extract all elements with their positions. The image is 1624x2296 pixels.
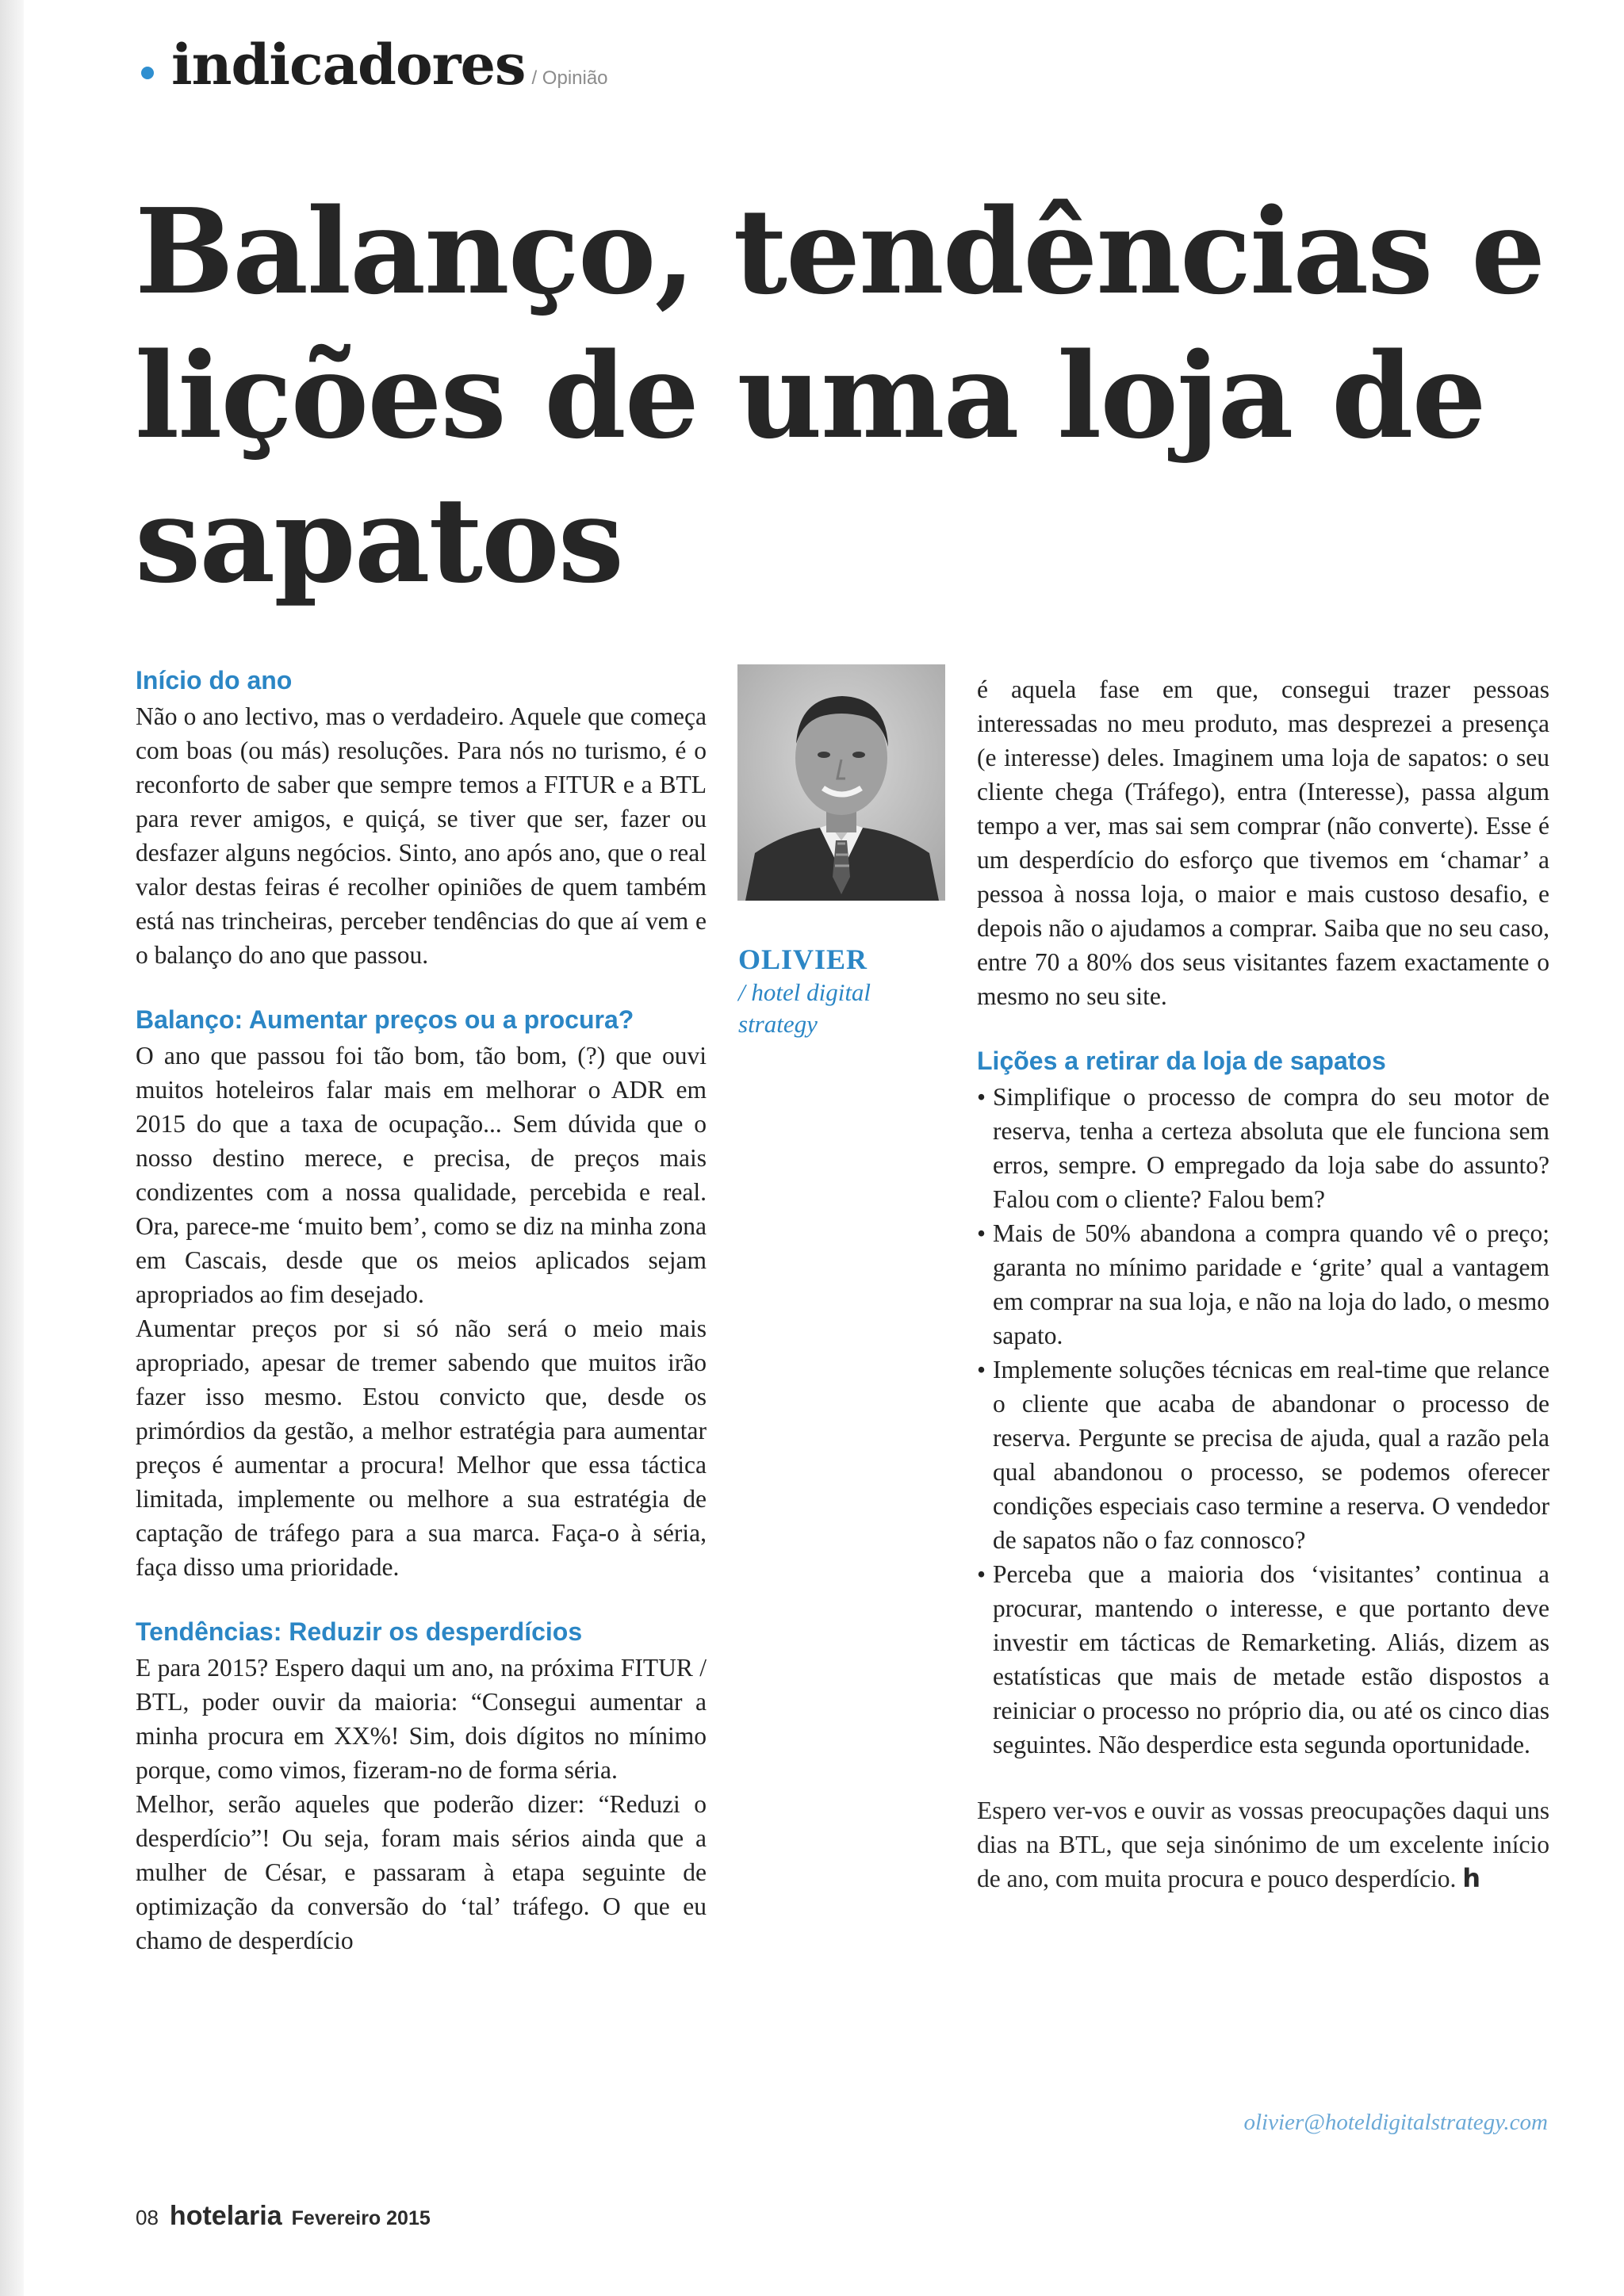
paragraph-tendencias-2: Melhor, serão aqueles que poderão dizer: “Reduzi o desperdício”! Ou seja, foram mais sérios ainda que a mulher de César, e passaram à etapa seguinte de optimização da conversão do ‘tal’ tráfego. O que eu chamo de desperdício xyxy=(136,1790,707,1954)
end-mark: h xyxy=(1462,1863,1481,1893)
author-name: OLIVIER xyxy=(738,943,868,975)
author-byline xyxy=(738,942,944,1040)
article-column-left xyxy=(136,664,707,1957)
list-item: • Perceba que a maioria dos ‘visitantes’ continua a procurar, mantendo o interesse, e que portanto deve investir em tácticas de Remarketing. Aliás, dizem as estatísticas que mais de metade estão dispostos a reiniciar o processo no próprio dia, ou até os cinco dias seguintes. Não desperdice esta segunda oportunidade. xyxy=(977,1557,1549,1762)
list-item: • Simplifique o processo de compra do seu motor de reserva, tenha a certeza absoluta que ele funciona sem erros, sempre. O empregado da loja sabe do assunto? Falou com o cliente? Falou bem? xyxy=(977,1080,1549,1216)
magazine-name: hotelaria xyxy=(169,2201,282,2231)
magazine-page xyxy=(24,0,1624,2296)
page-number: 08 xyxy=(136,2206,159,2229)
paragraph-balanco-2: Aumentar preços por si só não será o meio mais apropriado, apesar de tremer sabendo que muitos irão fazer isso mesmo. Estou convicto que, desde os primórdios da gestão, a melhor estratégia para aumentar preços é aumentar a procura! Melhor que essa táctica limitada, implemente ou melhore a sua estratégia de captação de tráfego para a sua marca. Faça-o à séria, faça disso uma prioridade. xyxy=(136,1314,707,1581)
paragraph-inicio: Não o ano lectivo, mas o verdadeiro. Aquele que começa com boas (ou más) resoluções. Para nós no turismo, é o reconforto de saber que sempre temos a FITUR e a BTL para rever amigos, e quiçá, se tiver que ser, fazer ou desfazer alguns negócios. Sinto, ano após ano, que o real valor destas feiras é recolher opiniões de quem também está nas trincheiras, perceber tendências do que aí vem e o balanço do ano que passou. xyxy=(136,702,707,969)
paragraph-balanco-1: O ano que passou foi tão bom, tão bom, (?) que ouvi muitos hoteleiros falar mais em melhorar o ADR em 2015 do que a taxa de ocupação... Sem dúvida que o nosso destino merece, e precisa, de preços mais condizentes com a nossa qualidade, percebida e real. Ora, parece-me ‘muito bem’, como se diz na minha zona em Cascais, desde que os meios aplicados sejam apropriados ao fim desejado. xyxy=(136,1042,707,1308)
section-subtitle: / Opinião xyxy=(531,67,608,89)
paragraph-continuation: é aquela fase em que, consegui trazer pessoas interessadas no meu produto, mas desprezei a presença (e interesse) deles. Imaginem uma loja de sapatos: o seu cliente chega (Tráfego), entra (Interesse), passa algum tempo a ver, mas sai sem comprar (não converte). Esse é um desperdício do esforço que tivemos em ‘chamar’ a pessoa à nossa loja, o maior e mais custoso desafio, e depois não o ajudamos a comprar. Saiba que no seu caso, entre 70 a 80% dos seus visitantes fazem exactamente o mesmo no seu site. xyxy=(977,675,1549,1010)
lessons-list xyxy=(977,1080,1549,1762)
heading-tendencias: Tendências: Reduzir os desperdícios xyxy=(136,1617,583,1646)
signoff-text: Espero ver-vos e ouvir as vossas preocupações daqui uns dias na BTL, que seja sinónimo de um excelente início de ano, com muita procura e pouco desperdício. xyxy=(977,1797,1549,1892)
section-header xyxy=(141,32,608,98)
signoff-paragraph xyxy=(977,1793,1549,1896)
page-footer xyxy=(136,2201,431,2232)
article-headline: Balanço, tendências e lições de uma loja de sapatos xyxy=(135,182,1545,609)
author-photo xyxy=(737,664,945,901)
heading-inicio: Início do ano xyxy=(136,666,293,695)
article-column-right xyxy=(977,672,1549,1896)
section-name: indicadores xyxy=(171,32,526,98)
paragraph-tendencias-1: E para 2015? Espero daqui um ano, na próxima FITUR / BTL, poder ouvir da maioria: “Consegui aumentar a minha procura em XX%! Sim, dois dígitos no mínimo porque, como vimos, fizeram-no de forma séria. xyxy=(136,1654,707,1784)
issue-date: Fevereiro 2015 xyxy=(291,2207,431,2229)
list-item: • Mais de 50% abandona a compra quando vê o preço; garanta no mínimo paridade e ‘grite’ qual a vantagem em comprar na sua loja, e não na loja do lado, o mesmo sapato. xyxy=(977,1216,1549,1353)
author-portrait-image xyxy=(737,664,945,901)
author-role: / hotel digital strategy xyxy=(738,978,871,1038)
list-item: • Implemente soluções técnicas em real-time que relance o cliente que acaba de abandonar o processo de reserva. Pergunte se precisa de ajuda, qual a razão pela qual abandonou o processo, se podemos oferecer condições especiais caso termine a reserva. O vendedor de sapatos não o faz connosco? xyxy=(977,1353,1549,1557)
heading-licoes: Lições a retirar da loja de sapatos xyxy=(977,1047,1386,1075)
author-email: olivier@hoteldigitalstrategy.com xyxy=(1243,2110,1548,2135)
bullet-dot-icon xyxy=(141,67,154,79)
heading-balanco: Balanço: Aumentar preços ou a procura? xyxy=(136,1005,634,1034)
